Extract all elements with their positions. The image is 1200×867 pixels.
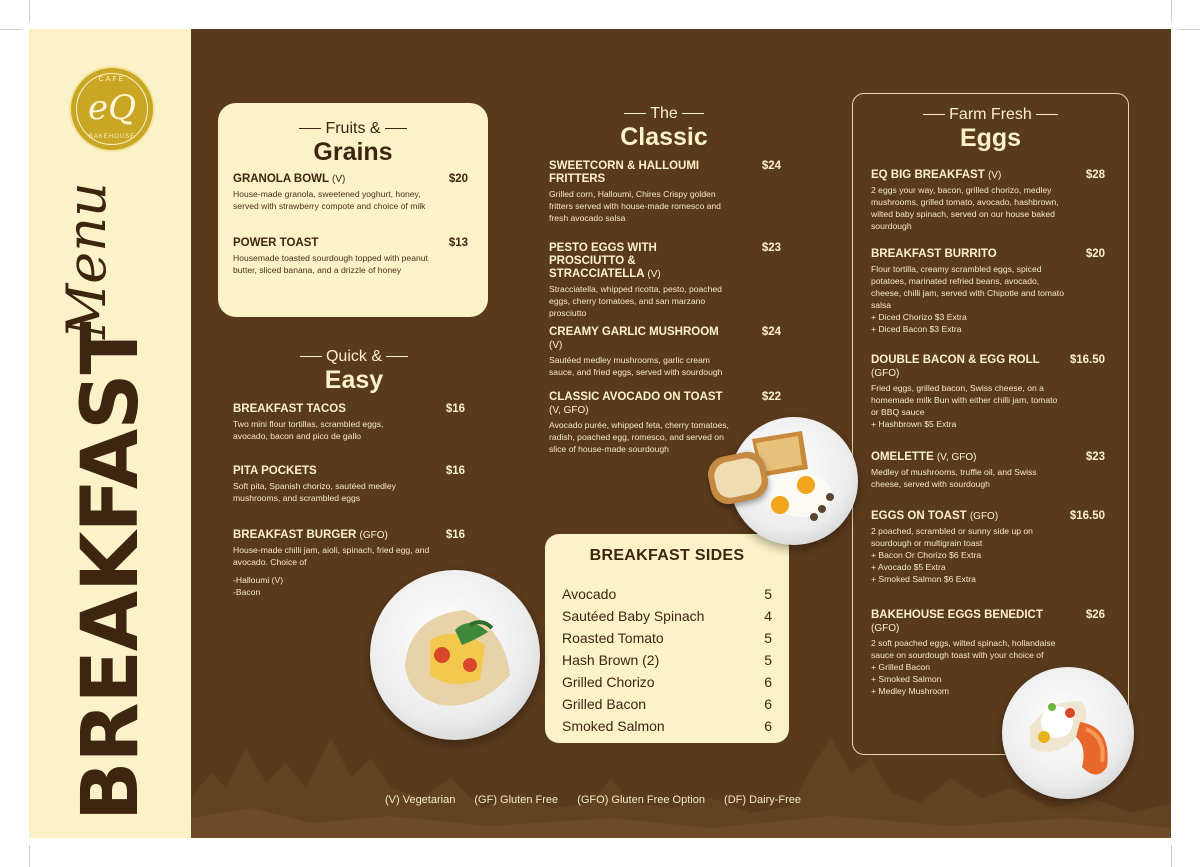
item-price: $16.50	[1069, 354, 1105, 366]
side-row	[562, 630, 772, 646]
menu-item	[871, 354, 1105, 430]
item-price: $16.50	[1069, 510, 1105, 522]
menu-page	[29, 29, 1171, 838]
item-option: + Diced Chorizo $3 Extra	[871, 312, 967, 322]
item-description: Sautéed medley mushrooms, garlic cream sauce, and fried eggs, served with sourdough	[549, 355, 723, 377]
item-price: $16	[445, 529, 465, 541]
side-price: 6	[764, 674, 772, 690]
section-title-small: Quick &	[325, 348, 382, 365]
side-row	[562, 608, 772, 624]
item-description: Medley of mushrooms, truffle oil, and Swiss cheese, served with sourdough	[871, 467, 1037, 489]
section-title-big: Classic	[620, 123, 708, 151]
legend-item: (DF) Dairy-Free	[724, 794, 802, 806]
side-name: Hash Brown (2)	[562, 652, 660, 668]
item-description: Housemade toasted sourdough topped with peanut butter, sliced banana, and a drizzle of honey	[233, 253, 428, 275]
menu-item	[233, 237, 468, 276]
item-price: $13	[448, 237, 468, 249]
item-option: + Smoked Salmon	[871, 674, 942, 684]
item-option: -Halloumi (V)	[233, 575, 284, 585]
legend-item: (GF) Gluten Free	[474, 794, 559, 806]
section-title-big: Grains	[313, 138, 393, 166]
item-description: Grilled corn, Halloumi, Chires Crispy golden fritters served with house-made romesco and fresh avocado salsa	[549, 189, 721, 223]
logo-mark: eQ	[88, 88, 136, 128]
item-tag: (GFO)	[871, 368, 900, 379]
item-description: Stracciatella, whipped ricotta, pesto, poached eggs, cherry tomatoes, and san marzano prosciutto	[549, 284, 722, 318]
menu-item	[549, 326, 781, 378]
item-option: + Bacon Or Chorizo $6 Extra	[871, 550, 982, 560]
item-tag: (GFO)	[359, 530, 388, 541]
item-option: + Medley Mushroom	[871, 686, 950, 696]
menu-item	[233, 403, 465, 442]
fruits-grains-heading	[218, 120, 488, 166]
item-name: OMELETTE	[871, 451, 934, 463]
menu-item	[233, 173, 468, 212]
legend-item: (GFO) Gluten Free Option	[577, 794, 705, 806]
sides-title: BREAKFAST SIDES	[589, 547, 745, 564]
item-description: Flour tortilla, creamy scrambled eggs, spiced potatoes, marinated refried beans, avocado, cheese, chilli jam, served with Chipotle and tomato salsa	[871, 264, 1064, 310]
crop-mark	[1171, 0, 1172, 22]
item-price: $23	[761, 242, 781, 254]
menu-item	[549, 242, 781, 319]
item-description: 2 eggs your way, bacon, grilled chorizo, medley mushrooms, grilled tomato, avocado, hashbrown, wilted baby spinach, served on our house baked sourdough	[871, 185, 1059, 231]
item-name: SWEETCORN & HALLOUMI FRITTERS	[549, 160, 700, 185]
item-description: House-made granola, sweetened yoghurt, honey, served with strawberry compote and choice of milk	[233, 189, 426, 211]
eggs-heading	[853, 106, 1128, 152]
breakfast-vertical-title: BREAKFAST	[66, 322, 156, 821]
item-name: BAKEHOUSE EGGS BENEDICT	[871, 609, 1043, 621]
crop-mark	[29, 0, 30, 22]
side-price: 4	[764, 608, 772, 624]
item-price: $28	[1085, 169, 1105, 181]
item-tag: (V)	[549, 340, 563, 351]
item-tag: (V)	[332, 174, 346, 185]
item-price: $16	[445, 465, 465, 477]
item-name: CREAMY GARLIC MUSHROOM	[549, 326, 719, 338]
item-name: GRANOLA BOWL	[233, 173, 329, 185]
item-tag: (V, GFO)	[549, 405, 589, 416]
item-price: $16	[445, 403, 465, 415]
item-tag: (V)	[987, 170, 1002, 181]
item-name: POWER TOAST	[233, 237, 319, 249]
section-title-small: The	[650, 105, 678, 122]
item-option: + Grilled Bacon	[871, 662, 930, 672]
side-name: Sautéed Baby Spinach	[562, 608, 705, 624]
item-name: EGGS ON TOAST	[871, 510, 967, 522]
side-name: Avocado	[562, 586, 617, 602]
menu-item	[233, 465, 465, 504]
item-name: EQ BIG BREAKFAST	[871, 169, 985, 181]
item-description: 2 poached, scrambled or sunny side up on sourdough or multigrain toast	[871, 526, 1033, 548]
side-row	[562, 718, 772, 734]
side-name: Grilled Bacon	[562, 696, 647, 712]
item-tag: (GFO)	[871, 623, 900, 634]
dietary-legend	[385, 794, 817, 806]
item-price: $24	[761, 326, 781, 338]
side-row	[562, 652, 772, 668]
section-title-small: Farm Fresh	[949, 106, 1032, 123]
side-name: Smoked Salmon	[562, 718, 665, 734]
classic-heading	[584, 105, 744, 151]
pita-pocket-photo	[370, 570, 540, 740]
menu-item	[549, 160, 781, 224]
item-tag: (V, GFO)	[936, 452, 977, 463]
item-option: + Diced Bacon $3 Extra	[871, 324, 962, 334]
item-option: -Bacon	[233, 587, 261, 597]
logo-bottom-text: BAKEHOUSE	[88, 134, 136, 140]
item-name: BREAKFAST BURRITO	[871, 248, 997, 260]
side-price: 6	[764, 696, 772, 712]
item-description: House-made chilli jam, aioli, spinach, fried egg, and avocado. Choice of	[233, 545, 430, 567]
side-row	[562, 674, 772, 690]
legend-item: (V) Vegetarian	[385, 794, 456, 806]
menu-item	[871, 451, 1105, 490]
item-price: $20	[448, 173, 468, 185]
item-price: $20	[1085, 248, 1105, 260]
item-name: BREAKFAST TACOS	[233, 403, 346, 415]
item-price: $22	[761, 391, 781, 403]
crop-mark	[29, 845, 30, 867]
side-price: 6	[764, 718, 772, 734]
side-name: Roasted Tomato	[562, 630, 664, 646]
section-title-big: Eggs	[959, 124, 1022, 152]
item-name: PESTO EGGS WITH PROSCIUTTO & STRACCIATELLA	[549, 242, 657, 280]
item-tag: (V)	[647, 269, 661, 280]
item-name: CLASSIC AVOCADO ON TOAST	[549, 391, 723, 403]
menu-script-title: Menu	[55, 182, 118, 339]
item-price: $24	[761, 160, 781, 172]
title-band	[29, 29, 191, 838]
side-price: 5	[764, 652, 772, 668]
quick-easy-heading	[279, 348, 429, 394]
item-tag: (GFO)	[969, 511, 999, 522]
crop-mark	[0, 29, 22, 30]
item-price: $23	[1085, 451, 1105, 463]
menu-item	[871, 248, 1105, 335]
item-price: $26	[1085, 609, 1105, 621]
side-price: 5	[764, 586, 772, 602]
item-option: + Smoked Salmon $6 Extra	[871, 574, 976, 584]
fruits-grains-card	[218, 103, 488, 317]
crop-mark	[1171, 845, 1172, 867]
item-description: Two mini flour tortillas, scrambled eggs, avocado, bacon and pico de gallo	[233, 419, 384, 441]
side-row	[562, 696, 772, 712]
side-row	[562, 586, 772, 602]
side-name: Grilled Chorizo	[562, 674, 655, 690]
crop-mark	[1178, 29, 1200, 30]
section-title-big: Easy	[324, 366, 384, 394]
item-description: Fried eggs, grilled bacon, Swiss cheese, on a homemade milk Bun with either chilli jam, tomato or BBQ sauce	[871, 383, 1058, 417]
item-option: + Avocado $5 Extra	[871, 562, 946, 572]
eggs-benedict-photo	[1002, 667, 1134, 799]
item-description: Avocado purée, whipped feta, cherry tomatoes, radish, poached egg, romesco, and served on slice of house-made sourdough	[549, 420, 729, 454]
item-description: Soft pita, Spanish chorizo, sautéed medley mushrooms, and scrambled eggs	[233, 481, 396, 503]
menu-item	[871, 169, 1105, 232]
breakfast-sides-card	[545, 534, 789, 743]
logo-top-text: CAFE	[98, 76, 126, 83]
section-title-small: Fruits &	[325, 120, 381, 137]
item-name: BREAKFAST BURGER	[233, 529, 357, 541]
item-option: + Hashbrown $5 Extra	[871, 419, 957, 429]
item-description: 2 soft poached eggs, wilted spinach, hollandaise sauce on sourdough toast with your choice of	[871, 638, 1056, 660]
side-price: 5	[764, 630, 772, 646]
item-name: PITA POCKETS	[233, 465, 317, 477]
item-name: DOUBLE BACON & EGG ROLL	[871, 354, 1040, 366]
menu-item	[871, 510, 1105, 585]
